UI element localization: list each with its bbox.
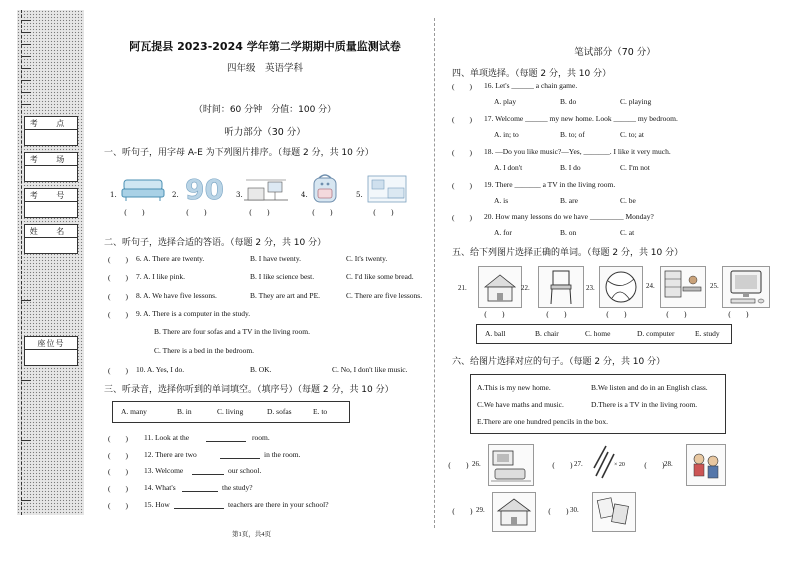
q20-option-a[interactable]: A. for [494,228,512,237]
word-bank [112,401,350,423]
perforation-tick [21,44,31,45]
s1-answer-blank[interactable]: ( ) [312,208,333,217]
q20-option-b[interactable]: B. on [560,228,577,237]
q18-paren[interactable]: ( ) [452,148,472,157]
seat-number-label: 座位号 [37,339,65,348]
s5-word: C. home [585,329,611,338]
q6-option-a[interactable]: 6. A. There are twenty. [136,254,205,263]
exam-subtitle: 四年级 英语学科 [226,63,303,74]
s5-answer-blank[interactable]: ( ) [484,310,505,319]
exam-title: 阿瓦提县 2023-2024 学年第二学期期中质量监测试卷 [129,40,401,53]
s1-item-number: 3. [236,191,243,199]
q27-paren[interactable]: ( ) [552,461,573,470]
q8-option-c[interactable]: C. There are five lessons. [346,291,423,300]
schoolbag-picture [310,172,340,204]
word-bank-item: E. to [313,407,328,416]
q15-paren[interactable]: ( ) [108,501,128,510]
time-info: （时间：60 分钟 分值：100 分） [193,105,337,115]
q28-class-picture [686,444,726,486]
name-field[interactable] [24,224,78,254]
chair-picture [538,266,584,308]
s5-answer-blank[interactable]: ( ) [546,310,567,319]
s5-word: E. study [695,329,720,338]
q7-option-c[interactable]: C. I'd like some bread. [346,272,414,281]
q19-option-b[interactable]: B. are [560,196,578,205]
q29-home-picture [492,492,536,532]
page-footer: 第1页，共4页 [232,531,271,538]
ball-picture [599,266,643,308]
home-picture [478,266,522,308]
name-label: 姓 名 [29,227,73,236]
section6-title: 六、给图片选择对应的句子。（每题 2 分，共 10 分） [452,357,666,367]
s5-item-number: 22. [521,284,530,292]
q12-before: 12. There are two [144,450,197,459]
perforation-tick [21,80,31,81]
q13-before: 13. Welcome [144,466,184,475]
q20-stem: 20. How many lessons do we have _________ Monday? [484,212,654,221]
perforation-tick [21,56,31,57]
s5-word: A. ball [485,329,506,338]
q18-option-c[interactable]: C. I'm not [620,163,650,172]
q17-option-a[interactable]: A. in; to [494,130,519,139]
q18-option-b[interactable]: B. I do [560,163,581,172]
q6-option-c[interactable]: C. It's twenty. [346,254,388,263]
section3-title: 三、听录音，选择你听到的单词填空。（填序号）（每题 2 分，共 10 分） [104,385,394,395]
exam-room-field[interactable] [24,152,78,182]
q10-option-b[interactable]: B. OK. [250,365,272,374]
q18-stem: 18. —Do you like music?—Yes, _______. I like it very much. [484,147,671,156]
q6-paren[interactable]: ( ) [108,255,128,264]
q12-after: in the room. [264,450,301,459]
study-picture [660,266,706,308]
q15-blank[interactable] [174,508,224,509]
q9-option-c[interactable]: C. There is a bed in the bedroom. [154,346,255,355]
q19-option-c[interactable]: C. be [620,196,636,205]
q18-option-a[interactable]: A. I don't [494,163,523,172]
q12-paren[interactable]: ( ) [108,451,128,460]
exam-site-field[interactable] [24,116,78,146]
sofa-picture [120,176,166,202]
q20-option-c[interactable]: C. at [620,228,635,237]
q26-number: 26. [472,460,481,468]
q30-number: 30. [570,506,579,514]
q17-paren[interactable]: ( ) [452,115,472,124]
q12-blank[interactable] [220,458,260,459]
computer-picture [722,266,770,308]
q16-paren[interactable]: ( ) [452,82,472,91]
perforation-tick [21,300,31,301]
seat-number-field[interactable] [24,336,78,366]
q17-option-b[interactable]: B. to; of [560,130,585,139]
perforation-tick [21,500,31,501]
q17-option-c[interactable]: C. to; at [620,130,644,139]
q9-option-b[interactable]: B. There are four sofas and a TV in the living room. [154,327,311,336]
q16-option-b[interactable]: B. do [560,97,577,106]
q14-after: the study? [222,483,253,492]
exam-site-label: 考 点 [29,119,73,128]
q29-paren[interactable]: ( ) [452,507,473,516]
q9-paren[interactable]: ( ) [108,310,128,319]
q28-number: 28. [664,460,673,468]
q19-option-a[interactable]: A. is [494,196,509,205]
q11-before: 11. Look at the [144,433,190,442]
q13-blank[interactable] [192,474,224,475]
s5-word: B. chair [535,329,559,338]
s5-answer-blank[interactable]: ( ) [728,310,749,319]
q30-books-picture [592,492,636,532]
exam-room-label: 考 场 [29,155,73,164]
s6-sentence: E.There are one hundred pencils in the box. [477,417,608,426]
perforation-tick [21,440,31,441]
s1-answer-blank[interactable]: ( ) [373,208,394,217]
s6-sentence-bank [470,374,726,434]
s5-item-number: 23. [586,284,595,292]
q28-paren[interactable]: ( ) [644,461,665,470]
living-room-picture [366,174,408,204]
perforation-tick [21,32,31,33]
s1-answer-blank[interactable]: ( ) [249,208,270,217]
perforation-tick [21,20,31,21]
q6-option-b[interactable]: B. I have twenty. [250,254,301,263]
q16-stem: 16. Let's ______ a chain game. [484,81,578,90]
q11-after: room. [252,433,270,442]
q30-paren[interactable]: ( ) [548,507,569,516]
q8-paren[interactable]: ( ) [108,292,128,301]
q13-paren[interactable]: ( ) [108,467,128,476]
s1-item-number: 4. [301,191,308,199]
q8-option-a[interactable]: 8. A. We have five lessons. [136,291,217,300]
q29-number: 29. [476,506,485,514]
section1-title: 一、听句子，用字母 A-E 为下列图片排序。（每题 2 分，共 10 分） [104,148,374,158]
word-bank-item: C. living [217,407,244,416]
s1-item-number: 5. [356,191,363,199]
perforation-tick [21,380,31,381]
svg-text:90: 90 [185,173,224,206]
s5-word-bank [476,324,732,344]
q10-paren[interactable]: ( ) [108,366,128,375]
q27-times-twenty: × 20 [614,462,625,468]
perforation-tick [21,92,31,93]
word-bank-item: B. in [177,407,192,416]
section4-title: 四、单项选择。（每题 2 分，共 10 分） [452,69,612,79]
q11-paren[interactable]: ( ) [108,434,128,443]
s6-sentence: A.This is my new home. [477,383,551,392]
q26-paren[interactable]: ( ) [448,461,469,470]
q14-paren[interactable]: ( ) [108,484,128,493]
q13-after: our school. [228,466,262,475]
column-divider [434,18,435,528]
s6-sentence: D.There is a TV in the living room. [591,400,698,409]
q7-option-a[interactable]: 7. A. I like pink. [136,272,185,281]
q20-paren[interactable]: ( ) [452,213,472,222]
q8-option-b[interactable]: B. They are art and PE. [250,291,321,300]
q14-before: 14. What's [144,483,176,492]
number-ninety-picture [184,172,224,206]
study-room-picture [244,176,288,202]
s1-answer-blank[interactable]: ( ) [124,208,145,217]
s1-item-number: 2. [172,191,179,199]
q14-blank[interactable] [182,491,218,492]
listening-part-title: 听力部分（30 分） [224,127,306,138]
s5-answer-blank[interactable]: ( ) [666,310,687,319]
q16-option-c[interactable]: C. playing [620,97,652,106]
q10-option-a[interactable]: 10. A. Yes, I do. [136,365,185,374]
q17-stem: 17. Welcome ______ my new home. Look ______ my bedroom. [484,114,678,123]
q15-before: 15. How [144,500,170,509]
perforation-tick [21,68,31,69]
q16-option-a[interactable]: A. play [494,97,517,106]
q10-option-c[interactable]: C. No, I don't like music. [332,365,408,374]
s6-sentence: C.We have maths and music. [477,400,564,409]
perforation-tick [21,104,31,105]
s6-sentence: B.We listen and do in an English class. [591,383,708,392]
written-part-title: 笔试部分（70 分） [574,47,656,58]
q7-paren[interactable]: ( ) [108,273,128,282]
exam-number-field[interactable] [24,188,78,218]
section2-title: 二、听句子，选择合适的答语。（每题 2 分，共 10 分） [104,238,327,248]
q15-after: teachers are there in your school? [228,500,329,509]
q19-stem: 19. There _______ a TV in the living room. [484,180,616,189]
q9-option-a[interactable]: 9. A. There is a computer in the study. [136,309,251,318]
q27-number: 27. [574,460,583,468]
s1-answer-blank[interactable]: ( ) [186,208,207,217]
s1-item-number: 1. [110,191,117,199]
q26-living-room-picture [488,444,534,486]
s5-item-number: 25. [710,282,719,290]
q7-option-b[interactable]: B. I like science best. [250,272,315,281]
exam-number-label: 考 号 [29,191,73,200]
word-bank-item: D. sofas [267,407,292,416]
section5-title: 五、给下列图片选择正确的单词。（每题 2 分，共 10 分） [452,248,684,258]
s5-answer-blank[interactable]: ( ) [606,310,627,319]
q19-paren[interactable]: ( ) [452,181,472,190]
s5-item-number: 24. [646,282,655,290]
word-bank-item: A. many [121,407,147,416]
s5-item-number: 21. [458,284,467,292]
s5-word: D. computer [637,329,675,338]
q11-blank[interactable] [206,441,246,442]
